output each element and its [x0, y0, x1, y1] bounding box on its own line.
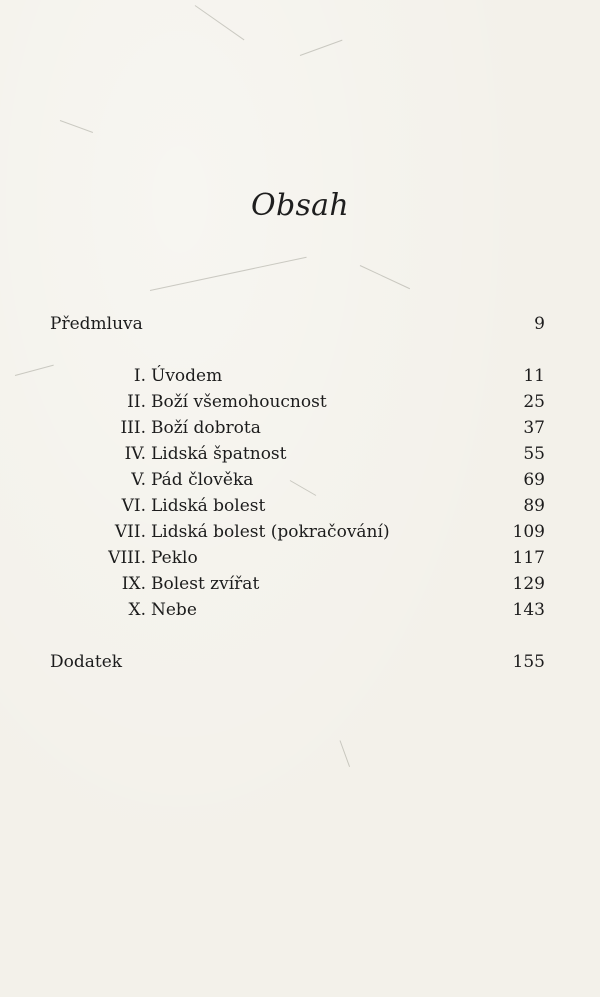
toc-entry-label: Nebe	[151, 600, 197, 620]
toc-entry-label: Pád člověka	[151, 470, 254, 490]
toc-entry-page: 89	[523, 496, 545, 516]
toc-entry-page: 11	[523, 366, 545, 386]
toc-entry-label: Lidská bolest (pokračování)	[151, 522, 390, 542]
toc-entry-appendix	[50, 650, 545, 674]
chapter-number: VI.	[121, 496, 146, 516]
toc-entry-chapter	[50, 468, 545, 492]
toc-entry-label: Boží všemohoucnost	[151, 392, 327, 412]
toc-entry-chapter	[50, 364, 545, 388]
toc-entry-label: Bolest zvířat	[151, 574, 260, 594]
toc-entry-page: 109	[512, 522, 545, 542]
toc-entry-page: 143	[512, 600, 545, 620]
toc-entry-page: 129	[512, 574, 545, 594]
toc-entry-label: Peklo	[151, 548, 198, 568]
toc-entry-chapter	[50, 572, 545, 596]
chapter-number: I.	[133, 366, 146, 386]
toc-entry-page: 155	[512, 652, 545, 672]
chapter-number: II.	[127, 392, 146, 412]
toc-entry-chapter	[50, 494, 545, 518]
toc-entry-page: 55	[523, 444, 545, 464]
toc-entry-chapter	[50, 520, 545, 544]
toc-entry-page: 25	[523, 392, 545, 412]
toc-entry-chapter	[50, 390, 545, 414]
toc-entry-page: 9	[534, 314, 545, 334]
toc-entry-chapter	[50, 546, 545, 570]
toc-entry-page: 117	[512, 548, 545, 568]
toc-entry-chapter	[50, 442, 545, 466]
chapter-number: IX.	[121, 574, 146, 594]
toc-entry-label: Dodatek	[50, 652, 123, 672]
toc-entry-chapter	[50, 416, 545, 440]
toc-entry-label: Lidská bolest	[151, 496, 266, 516]
toc-entry-label: Úvodem	[151, 366, 223, 386]
chapter-number: IV.	[124, 444, 146, 464]
chapter-number: X.	[128, 600, 146, 620]
chapter-number: VIII.	[108, 548, 146, 568]
toc-entry-page: 37	[523, 418, 545, 438]
toc-entry-label: Lidská špatnost	[151, 444, 287, 464]
toc-entry-preface	[50, 312, 545, 336]
chapter-number: VII.	[114, 522, 146, 542]
chapter-number: V.	[131, 470, 146, 490]
toc-entry-chapter	[50, 598, 545, 622]
chapter-number: III.	[120, 418, 146, 438]
toc-entry-label: Boží dobrota	[151, 418, 261, 438]
toc-entry-page: 69	[523, 470, 545, 490]
toc-entry-label: Předmluva	[50, 314, 143, 334]
page-title: Obsah	[251, 188, 349, 223]
